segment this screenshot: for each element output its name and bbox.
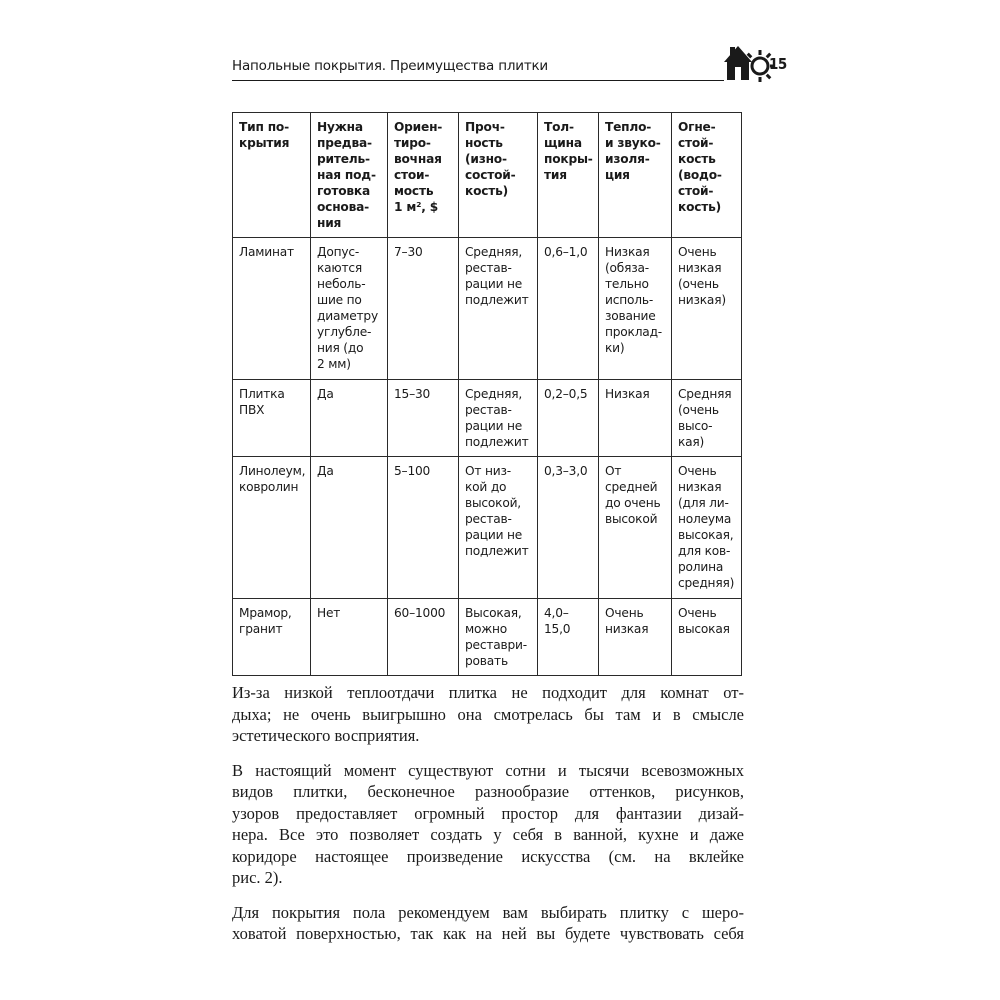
table-cell: 60–1000: [388, 599, 459, 676]
table-cell: Средняя (очень высо- кая): [672, 380, 742, 457]
column-header: Тол- щина покры- тия: [538, 113, 599, 238]
column-header: Проч- ность (изно- состой- кость): [459, 113, 538, 238]
table-row: [233, 457, 742, 599]
table-cell: Да: [311, 380, 388, 457]
column-header: Нужна предва- ритель- ная под- готовка основа- ния: [311, 113, 388, 238]
running-header-title: Напольные покрытия. Преимущества плитки: [232, 58, 549, 74]
table-cell: Низкая (обяза- тельно исполь- зование проклад- ки): [599, 238, 672, 380]
text-line: коридоре настоящее произведение искусства (см. на вклейке: [232, 846, 744, 866]
table-row: [233, 238, 742, 380]
body-text: [232, 682, 744, 958]
text-line: ховатой поверхностью, так как на ней вы будете чувствовать себя: [232, 924, 744, 943]
table-cell: Очень низкая: [599, 599, 672, 676]
table-header-row: [233, 113, 742, 238]
column-header: Ориен- тиро- вочная стои- мость 1 м², $: [388, 113, 459, 238]
column-header: Тип по- крытия: [233, 113, 311, 238]
table-cell: Нет: [311, 599, 388, 676]
text-line: видов плитки, бесконечное разнообразие оттенков, рисунков,: [232, 782, 744, 801]
table-cell: Ламинат: [233, 238, 311, 380]
paragraph: [232, 682, 744, 747]
table-cell: Да: [311, 457, 388, 599]
table-cell: Средняя, рестав- рации не подлежит: [459, 380, 538, 457]
table-cell: Мрамор, гранит: [233, 599, 311, 676]
table-cell: Очень высокая: [672, 599, 742, 676]
table-cell: 15–30: [388, 380, 459, 457]
house-sun-icon: [722, 40, 774, 82]
header-rule: [232, 80, 724, 81]
table-cell: 0,6–1,0: [538, 238, 599, 380]
table-cell: От низ- кой до высокой, рестав- рации не подлежит: [459, 457, 538, 599]
text-line: дыха; не очень выигрышно она смотрелась бы там и в смысле: [232, 704, 744, 724]
table-cell: 0,2–0,5: [538, 380, 599, 457]
table-cell: Высокая, можно реставри- ровать: [459, 599, 538, 676]
column-header: Тепло- и звуко- изоля- ция: [599, 113, 672, 238]
text-line: узоров предоставляет огромный простор для фантазии дизай-: [232, 803, 744, 823]
text-line: В настоящий момент существуют сотни и тысячи всевозможных: [232, 760, 744, 780]
paragraph: [232, 760, 744, 889]
table-cell: Допус- каются неболь- шие по диаметру углубле- ния (до 2 мм): [311, 238, 388, 380]
text-line: рис. 2).: [232, 868, 283, 887]
table-cell: Низкая: [599, 380, 672, 457]
table-cell: От средней до очень высокой: [599, 457, 672, 599]
text-line: Для покрытия пола рекомендуем вам выбирать плитку с шеро-: [232, 902, 744, 922]
page-number: 15: [769, 55, 787, 73]
text-line: нера. Все это позволяет создать у себя в ванной, кухне и даже: [232, 825, 744, 844]
paragraph: [232, 902, 744, 945]
table-cell: Очень низкая (для ли- нолеума высокая, для ков- ролина средняя): [672, 457, 742, 599]
text-line: Из-за низкой теплоотдачи плитка не подходит для комнат от-: [232, 683, 744, 702]
table-cell: Очень низкая (очень низкая): [672, 238, 742, 380]
table-row: [233, 599, 742, 676]
table-cell: 4,0–15,0: [538, 599, 599, 676]
column-header: Огне- стой- кость (водо- стой- кость): [672, 113, 742, 238]
table-row: [233, 380, 742, 457]
table-cell: Плитка ПВХ: [233, 380, 311, 457]
table-cell: 5–100: [388, 457, 459, 599]
table-cell: 0,3–3,0: [538, 457, 599, 599]
flooring-comparison-table: [232, 112, 742, 676]
table-cell: 7–30: [388, 238, 459, 380]
table-cell: Средняя, рестав- рации не подлежит: [459, 238, 538, 380]
text-line: эстетического восприятия.: [232, 726, 420, 745]
table-cell: Линолеум, ковролин: [233, 457, 311, 599]
